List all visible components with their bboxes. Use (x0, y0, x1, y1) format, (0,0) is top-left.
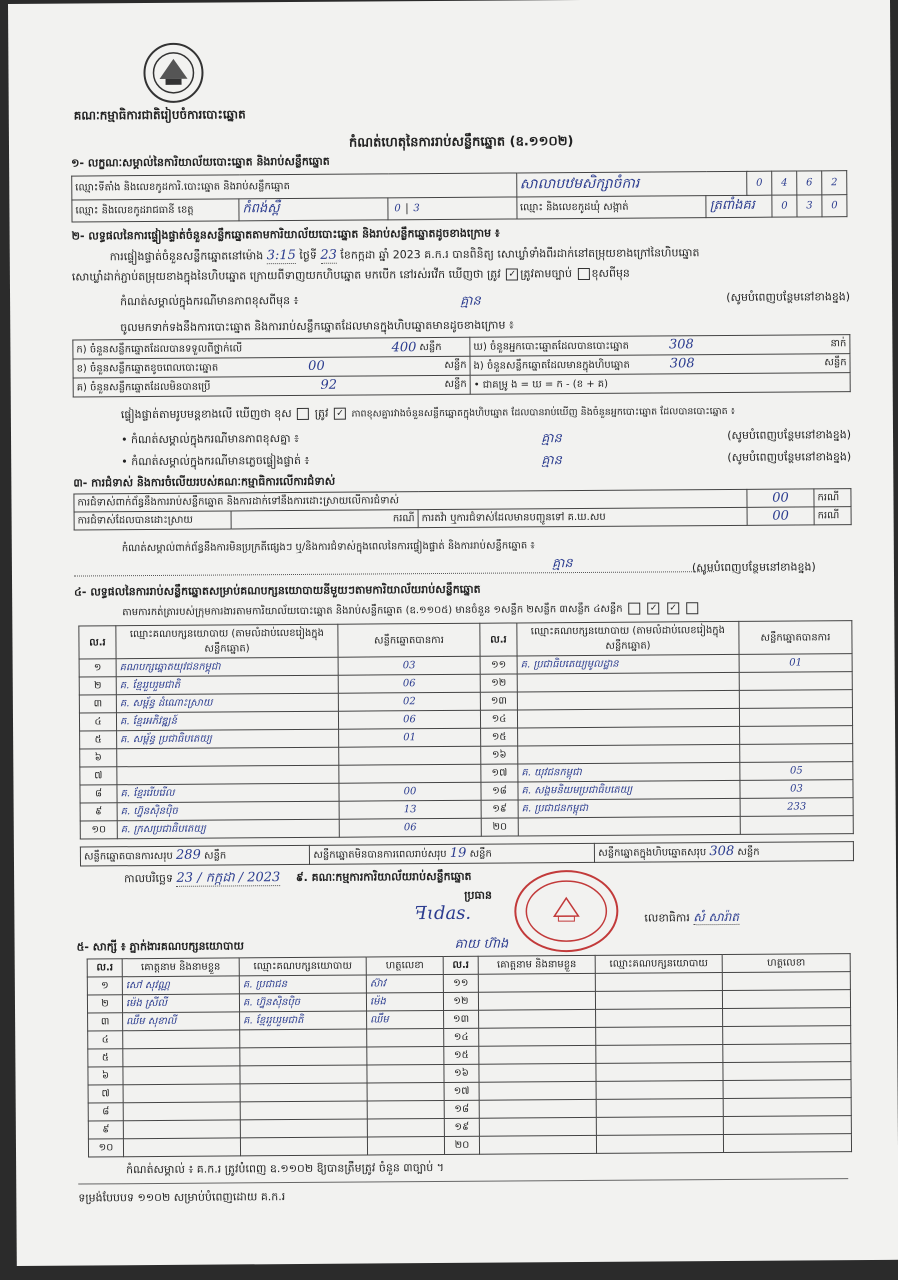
total-valid-value: 289 (175, 847, 201, 863)
president-name: គាយ ហ៊ាង (454, 936, 509, 952)
vote-count: 03 (740, 780, 853, 799)
day-value: 23 (320, 247, 337, 263)
row-no: ៤ (88, 1031, 123, 1049)
vote-count: 233 (740, 798, 853, 817)
party-name (518, 726, 740, 746)
witness-signature (723, 1026, 851, 1045)
kha-unit: សន្លឹក (444, 359, 467, 371)
commune-label: ឈ្មោះ និងលេខកូដឃុំ សង្កាត់ (516, 196, 706, 219)
kho-label: ឃ) ចំនួនអ្នកបោះឆ្នោតដែលបានបោះឆ្នោត (473, 340, 629, 353)
party-name (117, 765, 339, 785)
witness-signature (367, 1136, 444, 1155)
right-checkbox[interactable]: ✓ (334, 408, 346, 420)
row-no: ៣ (79, 695, 116, 713)
col-party-right: ឈ្មោះគណបក្សនយោបាយ (តាមលំដាប់លេខរៀងក្នុងសន្លឹកឆ្នោត) (517, 621, 739, 656)
witness-party (596, 1009, 723, 1028)
col-votes-right: សន្លឹកឆ្នោតបានការ (739, 621, 852, 655)
row-no: ៨ (88, 1103, 123, 1121)
objection-row1-value: 00 (747, 489, 814, 507)
row-no: ១៧ (444, 1082, 479, 1100)
location-code-1: 0 (747, 171, 772, 195)
ko-unit: សន្លឹក (444, 378, 467, 390)
vote-count (339, 746, 481, 765)
row-no: ១៦ (481, 746, 518, 764)
secretary-label: លេខាធិការ (644, 911, 690, 925)
form-title: កំណត់ហេតុនៃការរាប់សន្លឹកឆ្នោត (ឧ.១១០២) (348, 134, 574, 151)
different-checkbox[interactable] (577, 268, 589, 280)
objection-row2-value: 00 (747, 507, 814, 525)
witness-signature (367, 1118, 444, 1137)
party-name (517, 690, 739, 710)
row-no: ៤ (79, 713, 116, 731)
province-code (388, 197, 517, 220)
vote-count (739, 708, 852, 727)
witness-body (87, 972, 851, 1157)
row-no: ១៥ (481, 728, 518, 746)
location-label: ឈ្មោះទីតាំង និងលេខកូដការិ.បោះឆ្នោត និងរាប់សន្លឹកឆ្នោត (72, 173, 517, 200)
row-no: ២០ (481, 818, 518, 836)
witness-party (596, 1027, 723, 1046)
section2-paragraph1 (110, 244, 850, 266)
location-code-3: 6 (797, 171, 822, 195)
president-label: ប្រធាន (464, 888, 492, 902)
location-code-4: 2 (822, 171, 847, 195)
section3-note-suffix: (សូមបំពេញបន្ថែមនៅខាងខ្នង) (691, 560, 816, 575)
col-no-right: ល.រ (480, 623, 517, 656)
kho-unit: នាក់ (830, 338, 847, 350)
witness-party (240, 1047, 367, 1066)
witness-name (123, 1030, 240, 1049)
commune-code-3: 0 (822, 195, 847, 217)
w-col-party-left: ឈ្មោះគណបក្សនយោបាយ (239, 957, 366, 976)
kha-label: ខ) ចំនួនសន្លឹកឆ្នោតខូចពេលបោះឆ្នោត (76, 362, 219, 375)
footnote: កំណត់សម្គាល់ ៖ គ.ក.រ ត្រូវបំពេញ ឧ.១១០២ ឱ្យបានត្រឹមត្រូវ ចំនួន ៣ច្បាប់ ។ (126, 1160, 445, 1177)
witness-signature: ម៉េង (366, 992, 443, 1011)
witness-signature (367, 1100, 444, 1119)
row-no: ១ (87, 977, 122, 995)
row-no: ១៩ (444, 1118, 479, 1136)
section2-paragraph3: ចូលមកទាក់ទងនឹងការបោះឆ្នោត និងការរាប់សន្លឹកឆ្នោតដែលមានក្នុងហិបឆ្នោតមានដូចខាងក្រោម ៖ (120, 318, 514, 335)
vote-count: 06 (338, 674, 480, 693)
wrong-checkbox[interactable] (297, 408, 309, 420)
total-valid-label: សន្លឹកឆ្នោតបានការសរុប (83, 850, 173, 863)
witness-name (478, 991, 595, 1010)
party-name: គ. សង្គមនិយមប្រជាធិបតេយ្យ (518, 780, 740, 800)
different-option: ខុសពីមុន (591, 266, 630, 280)
formula: • ជាគម្រូ ង = ឃ = ក - (ខ + គ) (470, 373, 850, 395)
vote-count (739, 672, 852, 691)
secretary-line (644, 909, 739, 928)
objection-row2-unit: ករណី (814, 507, 851, 525)
total-box-cell (595, 842, 854, 863)
witness-name (123, 1048, 240, 1067)
objection-row1-unit: ករណី (814, 489, 851, 507)
row-no: ១៦ (444, 1064, 479, 1082)
note3-label: • កំណត់សម្គាល់ក្នុងករណីមានភ្លេចផ្ទៀងផ្ទាត់ ៖ (121, 453, 310, 469)
p1d: គ.ក.រ បានពិនិត្យ សោឃ្លាំទាំងពីរដាក់នៅតម្រុយខាងក្រៅនៃហិបឆ្នោត (424, 246, 700, 262)
sheets-4-checkbox[interactable] (687, 602, 699, 614)
commune-code-1: 0 (772, 195, 797, 217)
objection-row2-unit-a: ករណី (231, 510, 418, 529)
party-name (117, 747, 339, 767)
w-col-party-right: ឈ្មោះគណបក្សនយោបាយ (595, 955, 722, 974)
committee-label: ៩. គណៈកម្មការការិយាល័យរាប់សន្លឹកឆ្នោត (295, 869, 472, 885)
party-name: គ. ប្រជាធិបតេយ្យមូលដ្ឋាន (517, 654, 739, 674)
correct-checkbox[interactable]: ✓ (506, 268, 518, 280)
objection-row2-label: ការជំទាស់ដែលបានដោះស្រាយ (74, 511, 231, 530)
row-no: ២ (87, 995, 122, 1013)
witness-signature (722, 972, 850, 991)
witness-party (595, 991, 722, 1010)
row-no: ១៧ (481, 764, 518, 782)
w-col-no-left: ល.រ (87, 959, 122, 977)
vote-count (339, 764, 481, 783)
total-invalid-label: សន្លឹកឆ្នោតមិនបានការពេលរាប់សរុប (313, 848, 447, 861)
witness-signature (722, 990, 850, 1009)
witness-name (479, 1009, 596, 1028)
witness-name (479, 1135, 596, 1154)
party-name: គ. ខ្មែររើបរើល (117, 783, 339, 803)
witness-name: សៅ សុវណ្ណ (122, 976, 239, 995)
date-label: កាលបរិច្ឆេទ (124, 871, 174, 886)
witness-name (479, 1045, 596, 1064)
row-no: ១៤ (480, 710, 517, 728)
total-valid-unit: សន្លឹក (203, 850, 227, 862)
row-no: ១៩ (481, 800, 518, 818)
witness-party (240, 1029, 367, 1048)
ngo-label: ង) ចំនួនសន្លឹកឆ្នោតដែលមានក្នុងហិបឆ្នោត (473, 359, 630, 372)
location-value: សាលាបឋមសិក្សាចំការ (516, 171, 747, 197)
witness-name (479, 1117, 596, 1136)
correct-option: ត្រូវតាមច្បាប់ (520, 267, 573, 281)
row-no: ៧ (80, 767, 117, 785)
party-name (517, 672, 739, 692)
section4-intro-text: តាមការកត់ត្រារបស់ក្រុមការងារតាមការិយាល័យបោះឆ្នោត និងរាប់សន្លឹកឆ្នោត (ឧ.១១០៥) មានចំនួន ១សន្លឹក ២សន្លឹក ៣សន្លឹក ៤សន្លឹក (122, 603, 623, 619)
row-no: ១ (79, 659, 116, 677)
party-name (517, 708, 739, 728)
kha-value: 00 (308, 358, 325, 374)
section4-intro (122, 601, 700, 620)
row-no: ៩ (80, 803, 117, 821)
results-body (79, 654, 853, 839)
witness-signature (723, 1044, 851, 1063)
date-value: 23 / កក្កដា / 2023 (176, 870, 281, 886)
party-name: គ. ហ្វ៊ុនស៊ិនប៉ិច (117, 801, 339, 821)
witness-party (240, 1065, 367, 1084)
row-no: ១៥ (444, 1046, 479, 1064)
total-invalid-unit: សន្លឹក (469, 848, 492, 860)
witness-name (479, 1063, 596, 1082)
row-no: ១២ (443, 992, 478, 1010)
province-value: កំពង់ស្ពឺ (239, 198, 388, 221)
ka-label: ក) ចំនួនសន្លឹកឆ្នោតដែលបានទទួលពីថ្នាក់លើ (76, 342, 243, 356)
vote-count: 03 (338, 656, 480, 675)
section5-heading: ៥- សាក្សី ៖ ភ្នាក់ងារគណបក្សនយោបាយ (76, 939, 244, 954)
row-no: ៥ (88, 1049, 123, 1067)
w-col-sign-left: ហត្ថលេខា (366, 956, 443, 975)
vote-count: 06 (338, 710, 480, 729)
witness-name (123, 1066, 240, 1085)
section1-heading: ១- លក្ខណៈសម្គាល់នៃការិយាល័យបោះឆ្នោត និងរាប់សន្លឹកឆ្នោត (71, 154, 330, 170)
col-party-left: ឈ្មោះគណបក្សនយោបាយ (តាមលំដាប់លេខរៀងក្នុងសន្លឹកឆ្នោត) (116, 624, 338, 659)
row-no: ១៨ (481, 782, 518, 800)
party-name: គណបក្សឆ្នោតយុវជនកម្ពុជា (116, 657, 338, 677)
note1-suffix: (សូមបំពេញបន្ថែមនៅខាងខ្នង) (726, 290, 851, 304)
ballot-count-form (8, 0, 898, 1266)
p4: ផ្ទៀងផ្ទាត់តាមរូបមន្តខាងលើ ឃើញថា ខុស (120, 407, 292, 422)
p1a: ការផ្ទៀងផ្ទាត់ចំនួនសន្លឹកឆ្នោតនៅម៉ោង (109, 249, 264, 264)
official-stamp (514, 870, 619, 953)
witness-name: ឈឹម សុខាលី (123, 1012, 240, 1031)
party-name (518, 744, 740, 764)
section1-table (71, 170, 847, 222)
witness-name (479, 1027, 596, 1046)
province-code-1: 0 (389, 203, 408, 214)
p4-opt: ត្រូវ (314, 406, 329, 420)
row-no: ១៣ (480, 692, 517, 710)
w-col-no-right: ល.រ (443, 956, 478, 974)
vote-count: 05 (740, 762, 853, 781)
row-no: ១០ (80, 821, 117, 839)
note2-value: គ្មាន (540, 431, 562, 447)
witness-name: ម៉េង ស្រីលី (122, 994, 239, 1013)
witness-signature (723, 1062, 851, 1081)
witness-party (240, 1119, 367, 1138)
section3-note-line (74, 559, 714, 576)
vote-count: 00 (339, 782, 481, 801)
row-no: ២ (79, 677, 116, 695)
witness-party (595, 973, 722, 992)
row-no: ១៣ (444, 1010, 479, 1028)
witness-signature (367, 1064, 444, 1083)
row-no: ៨ (80, 785, 117, 803)
w-col-name-left: គោត្តនាម និងនាមខ្លួន (122, 958, 239, 977)
w-col-sign-right: ហត្ថលេខា (722, 954, 850, 973)
total-invalid-cell (310, 843, 595, 864)
ngo-value: 308 (669, 356, 695, 372)
witness-signature (367, 1082, 444, 1101)
vote-count: 02 (338, 692, 480, 711)
note1 (120, 290, 850, 311)
witness-party: គ. ហ្វ៊ុនស៊ិនប៉ិច (239, 993, 366, 1012)
total-box-unit: សន្លឹក (737, 846, 760, 858)
vote-count (739, 690, 852, 709)
witness-party (240, 1137, 367, 1156)
sheets-1-checkbox[interactable] (628, 603, 640, 615)
province-label: ឈ្មោះ និងលេខកូដរាជធានី ខេត្ត (72, 199, 239, 222)
row-no: ៧ (88, 1085, 123, 1103)
witness-party (596, 1135, 723, 1154)
witness-signature: ស៊ាវ (366, 974, 443, 993)
party-name: គ. សម្ព័ន្ធ ប្រជាធិបតេយ្យ (117, 729, 339, 749)
nec-emblem-icon (143, 43, 203, 103)
row-no: ២០ (444, 1136, 479, 1154)
president-signature: ꟻɩdas. (414, 902, 472, 925)
row-ko (73, 375, 470, 397)
party-name (518, 816, 740, 836)
witness-name (123, 1120, 240, 1139)
vote-count (740, 744, 853, 763)
sheets-3-checkbox[interactable]: ✓ (667, 602, 679, 614)
party-name: គ. ខ្មែររួបរួមជាតិ (116, 675, 338, 695)
row-no: ១៤ (444, 1028, 479, 1046)
objection-row1-label: ការជំទាស់ពាក់ព័ន្ធនឹងការរាប់សន្លឹកឆ្នោត និងការដាក់ទៅនឹងការដោះស្រាយលើការជំទាស់ (74, 489, 747, 512)
row-no: ៦ (80, 749, 117, 767)
time-value: 3:15 (266, 247, 296, 264)
witness-party (596, 1099, 723, 1118)
p2: សោឃ្លាំដាក់ភ្ជាប់តម្រុយខាងក្នុងនៃហិបឆ្នោត ក្រោយពីទាញយកហិបឆ្នោត មកបើក នៅរស់រវើក ឃើញថា ត្រូវ (71, 267, 501, 284)
p1b: ថ្ងៃទី (299, 248, 317, 262)
note2-label: • កំណត់សម្គាល់ក្នុងករណីមានភាពខុសគ្នា ៖ (120, 431, 299, 447)
party-name: គ. យុវជនកម្ពុជា (518, 762, 740, 782)
witness-party (596, 1081, 723, 1100)
row-no: ១២ (480, 674, 517, 692)
secretary-name: សំ សារ៉ាត (693, 909, 740, 925)
vote-count (740, 726, 853, 745)
vote-count: 13 (339, 800, 481, 819)
totals-table (80, 841, 854, 866)
note3-suffix: (សូមបំពេញបន្ថែមនៅខាងខ្នង) (727, 450, 852, 464)
witness-name (479, 1099, 596, 1118)
note1-value: គ្មាន (460, 293, 481, 309)
witness-signature (723, 1008, 851, 1027)
note3 (121, 450, 851, 471)
note2 (121, 428, 851, 449)
witness-name (123, 1084, 240, 1103)
witness-name (123, 1138, 240, 1157)
witness-table (87, 953, 852, 1157)
section2-heading: ២- លទ្ធផលនៃការផ្ទៀងផ្ទាត់ចំនួនសន្លឹកឆ្នោតតាមការិយាល័យបោះឆ្នោត និងរាប់សន្លឹកឆ្នោតដូចខាងក្រោម ៖ (71, 226, 500, 243)
row-no: ១០ (88, 1139, 123, 1157)
commune-value: ត្រពាំងគរ (706, 195, 772, 217)
total-invalid-value: 19 (449, 845, 467, 861)
party-name: គ. ខ្មែរអភិវឌ្ឍន៍ (116, 711, 338, 731)
vote-count: 01 (739, 654, 852, 673)
witness-party (596, 1045, 723, 1064)
witness-name (479, 1081, 596, 1100)
total-valid-cell (80, 845, 310, 866)
witness-signature (367, 1046, 444, 1065)
witness-signature (723, 1080, 851, 1099)
sheets-2-checkbox[interactable]: ✓ (648, 602, 660, 614)
section2-paragraph2 (72, 265, 852, 286)
p1c: ខែកក្កដា ឆ្នាំ 2023 (340, 248, 421, 262)
location-code-2: 4 (772, 171, 797, 195)
col-no-left: ល.រ (79, 626, 116, 659)
section3-note-label: កំណត់សម្គាល់ពាក់ព័ន្ធនឹងការមិនប្រក្រតីផ្សេងៗ ឬ/និងការជំទាស់ក្នុងពេលនៃការផ្ទៀងផ្ទាត់ និងការរាប់សន្លឹកឆ្នោត ៖ (121, 540, 535, 555)
party-name: គ. ប្រជាជនកម្ពុជា (518, 798, 740, 818)
witness-party (596, 1117, 723, 1136)
ko-value: 92 (320, 377, 338, 393)
form-code: ទម្រង់បែបបទ ១១០២ សម្រាប់បំពេញដោយ គ.ក.រ (78, 1190, 286, 1205)
objections-table (73, 488, 851, 530)
witness-party (240, 1101, 367, 1120)
row-no: ៥ (80, 731, 117, 749)
total-box-label: សន្លឹកឆ្នោតក្នុងហិបឆ្នោតសរុប (598, 847, 707, 859)
row-no: ៦ (88, 1067, 123, 1085)
witness-party: គ. ប្រជាជន (239, 975, 366, 994)
kho-value: 308 (668, 337, 694, 353)
party-name: គ. ក្រសប្រជាធិបតេយ្យ (117, 819, 339, 839)
row-no: ១១ (480, 656, 517, 674)
row-no: ១១ (443, 974, 478, 992)
row-no: ៩ (88, 1121, 123, 1139)
section3-heading: ៣- ការជំទាស់ និងការចំលើយរបស់គណៈកម្មាធិការលើការជំទាស់ (73, 474, 336, 490)
note3-value: គ្មាន (541, 453, 562, 469)
vote-count: 01 (339, 728, 481, 747)
witness-signature: ឈឹម (367, 1010, 444, 1029)
vote-count: 06 (339, 818, 481, 837)
section3-note-value: គ្មាន (551, 556, 573, 572)
section4-heading: ៤- លទ្ធផលនៃការរាប់សន្លឹកឆ្នោតសម្រាប់គណបក្សនយោបាយនីមួយៗតាមការិយាល័យរាប់សន្លឹកឆ្នោត (74, 582, 481, 599)
counts-table (72, 334, 850, 397)
col-votes-left: សន្លឹកឆ្នោតបានការ (338, 623, 480, 657)
province-code-2: 3 (413, 203, 420, 215)
row-no: ៣ (88, 1013, 123, 1031)
total-box-value: 308 (709, 843, 735, 860)
ka-unit: សន្លឹក (419, 341, 442, 353)
section2-paragraph4 (121, 404, 735, 424)
ko-label: គ) ចំនួនសន្លឹកឆ្នោតដែលមិនបានប្រើ (76, 381, 211, 394)
witness-party: គ. ខ្មែររួបរួមជាតិ (240, 1011, 367, 1030)
witness-name (478, 973, 595, 992)
witness-name (123, 1102, 240, 1121)
witness-party (596, 1063, 723, 1082)
footer-rule (78, 1178, 848, 1184)
witness-party (240, 1083, 367, 1102)
ngo-unit: សន្លឹក (824, 357, 847, 369)
witness-signature (723, 1116, 851, 1135)
witness-signature (367, 1028, 444, 1047)
ka-value: 400 (391, 339, 417, 355)
note1-label: កំណត់សម្គាល់ក្នុងករណីមានភាពខុសពីមុន ៖ (120, 293, 299, 309)
note2-suffix: (សូមបំពេញបន្ថែមនៅខាងខ្នង) (727, 428, 852, 442)
results-table (78, 620, 853, 839)
w-col-name-right: គោត្តនាម និងនាមខ្លួន (478, 955, 595, 974)
commune-code-2: 3 (797, 195, 822, 217)
party-name: គ. សម្ព័ន្ធ ដំណោះស្រាយ (116, 693, 338, 713)
witness-signature (723, 1098, 851, 1117)
witness-signature (723, 1134, 851, 1153)
objection-row2-label2: ការតវ៉ា ឬការជំទាស់ដែលមានបញ្ជូនទៅ គ.ឃ.សប (418, 507, 747, 527)
vote-count (740, 816, 853, 835)
p4-b: ភាពខុសគ្នារវាងចំនួនសន្លឹកឆ្នោតក្នុងហិបឆ្នោត ដែលបានរាប់ឃើញ និងចំនួនអ្នកបោះឆ្នោត ដែលបានបោះឆ្នោត ៖ (351, 405, 735, 420)
row-no: ១៨ (444, 1100, 479, 1118)
date-line (124, 868, 472, 889)
org-name: គណៈកម្មាធិការជាតិរៀបចំការបោះឆ្នោត (73, 107, 246, 123)
